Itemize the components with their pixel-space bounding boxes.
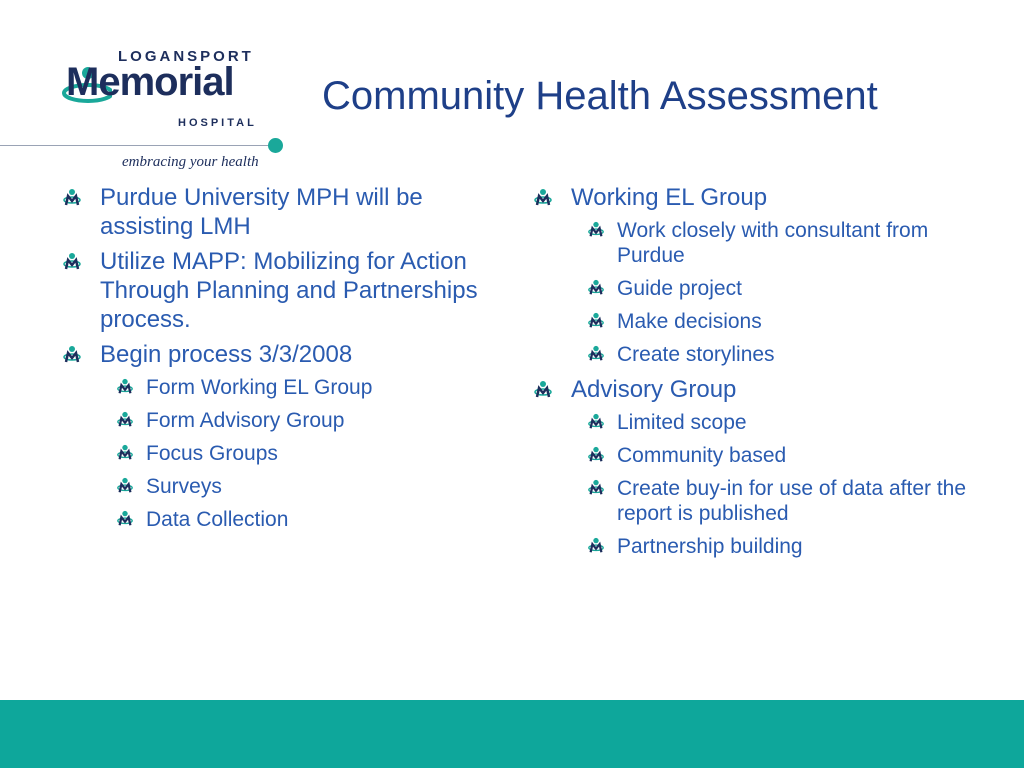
sub-list-item: [587, 276, 973, 301]
sub-bullet-text: Guide project: [617, 277, 742, 300]
logo-bullet-icon: [116, 510, 134, 528]
bullet-text: Advisory Group: [571, 376, 737, 403]
logo-bullet-icon: [116, 444, 134, 462]
sub-bullet-text: Limited scope: [617, 411, 747, 434]
logo-bullet-icon: [116, 378, 134, 396]
bullet-text: Purdue University MPH will be assisting LMH: [100, 184, 423, 240]
sub-bullet-text: Partnership building: [617, 535, 803, 558]
slide-title: Community Health Assessment: [322, 74, 878, 118]
sub-list-item: [587, 476, 973, 526]
sub-bullet-text: Work closely with consultant from Purdue: [617, 219, 929, 267]
logo-bullet-icon: [116, 411, 134, 429]
logo-bullet-icon: [62, 345, 82, 365]
sub-bullet-list: [533, 218, 973, 367]
list-item: [62, 247, 502, 334]
logo-bullet-icon: [587, 446, 605, 464]
sub-bullet-list: [533, 410, 973, 559]
list-item: [62, 340, 502, 532]
sub-list-item: [587, 443, 973, 468]
sub-list-item: [587, 218, 973, 268]
sub-bullet-text: Focus Groups: [146, 442, 278, 465]
bullet-text: Working EL Group: [571, 184, 768, 211]
list-item: [533, 375, 973, 559]
footer-band: [0, 700, 1024, 768]
sub-bullet-text: Make decisions: [617, 310, 762, 333]
sub-bullet-text: Form Advisory Group: [146, 409, 345, 432]
logo-bullet-icon: [587, 413, 605, 431]
logo-bullet-icon: [62, 252, 82, 272]
logo-tagline: embracing your health: [122, 154, 259, 170]
list-item: [533, 183, 973, 367]
sub-bullet-text: Form Working EL Group: [146, 376, 373, 399]
sub-list-item: [587, 410, 973, 435]
sub-list-item: [116, 408, 502, 433]
logo-dot: [268, 138, 283, 153]
logo-main-text: Memorial: [66, 60, 234, 104]
sub-list-item: [116, 375, 502, 400]
sub-bullet-text: Surveys: [146, 475, 222, 498]
logo-bullet-icon: [587, 479, 605, 497]
logo-bullet-icon: [587, 221, 605, 239]
sub-list-item: [587, 309, 973, 334]
sub-list-item: [116, 474, 502, 499]
logo-sub-text: HOSPITAL: [178, 117, 257, 129]
sub-bullet-text: Data Collection: [146, 508, 289, 531]
left-bullet-list: [62, 183, 502, 532]
logo-bullet-icon: [533, 380, 553, 400]
logo-bullet-icon: [587, 345, 605, 363]
sub-list-item: [116, 441, 502, 466]
sub-list-item: [587, 342, 973, 367]
logo-bullet-icon: [62, 188, 82, 208]
right-bullet-list: [533, 183, 973, 559]
logo-bullet-icon: [587, 312, 605, 330]
left-column: [62, 183, 502, 540]
list-item: [62, 183, 502, 241]
sub-bullet-text: Create buy-in for use of data after the report is published: [617, 477, 967, 525]
right-column: [533, 183, 973, 567]
logo-bullet-icon: [587, 537, 605, 555]
logo-divider: [0, 145, 268, 146]
hospital-logo: [0, 30, 300, 170]
logo-bullet-icon: [533, 188, 553, 208]
sub-bullet-text: Community based: [617, 444, 787, 467]
logo-bullet-icon: [587, 279, 605, 297]
sub-list-item: [587, 534, 973, 559]
sub-list-item: [116, 507, 502, 532]
bullet-text: Utilize MAPP: Mobilizing for Action Through Planning and Partnerships process.: [100, 248, 478, 333]
bullet-text: Begin process 3/3/2008: [100, 341, 353, 368]
sub-bullet-list: [62, 375, 502, 532]
logo-bullet-icon: [116, 477, 134, 495]
sub-bullet-text: Create storylines: [617, 343, 775, 366]
logo-top-text: LOGANSPORT: [118, 48, 254, 65]
